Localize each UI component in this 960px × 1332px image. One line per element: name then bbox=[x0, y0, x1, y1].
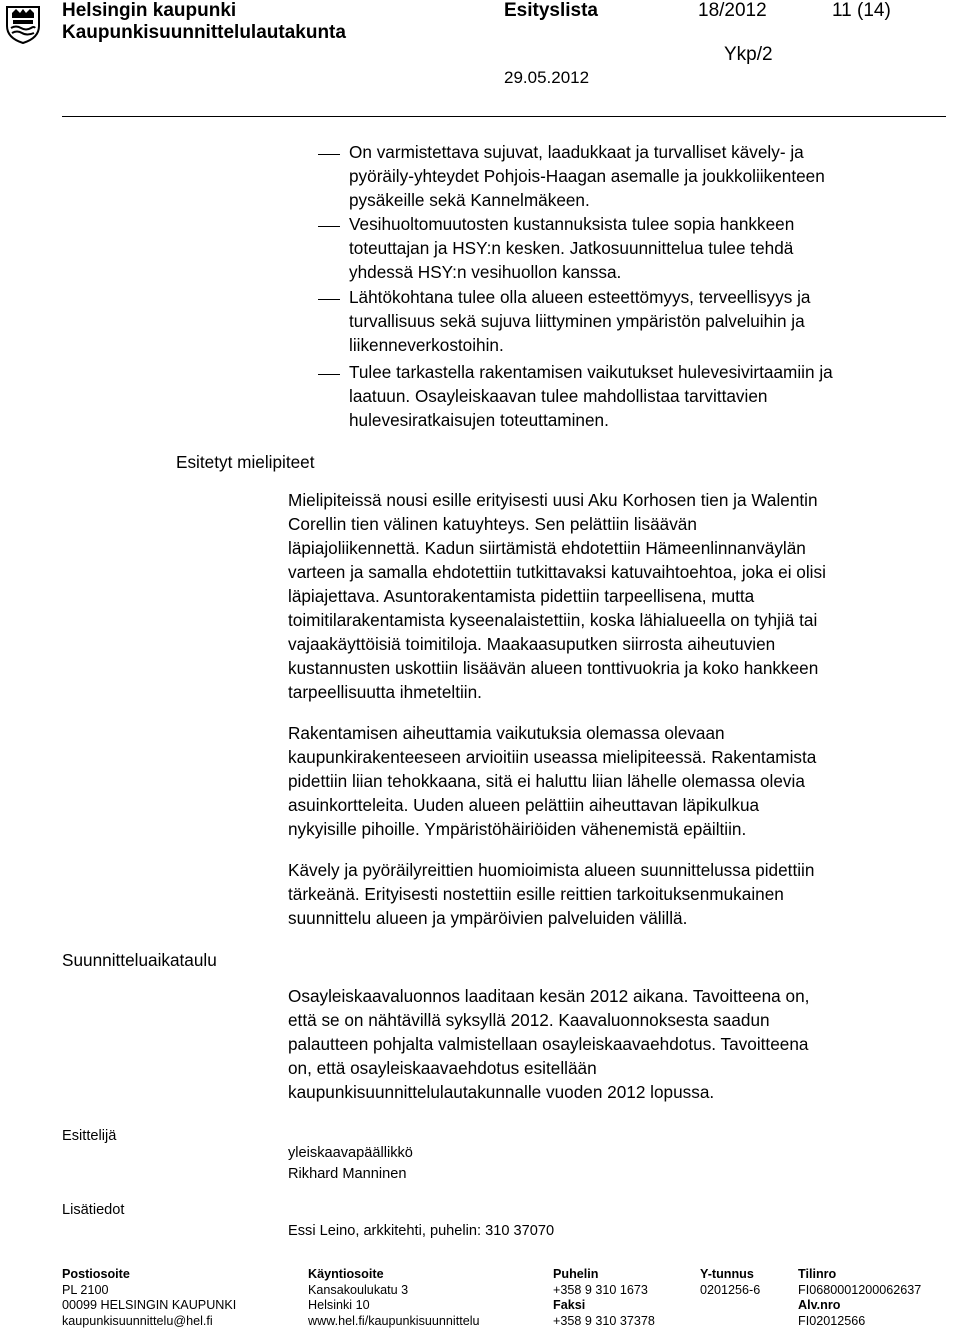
doc-number: 18/2012 bbox=[698, 0, 767, 21]
footer-header-postiosoite: Postiosoite bbox=[62, 1267, 130, 1281]
footer-alv: FI02012566 bbox=[798, 1314, 866, 1328]
footer-header-kayntiosoite: Käyntiosoite bbox=[308, 1267, 384, 1281]
footer-alv-label: Alv.nro bbox=[798, 1298, 841, 1312]
paragraph-line: tärkeänä. Erityisesti nostettiin esille reittien tarkoituksenmukainen bbox=[288, 884, 784, 904]
paragraph-line: on, että osayleiskaavaehdotus esitellään bbox=[288, 1058, 597, 1078]
paragraph-line: kaupunkirakenteeseen arvioitiin useassa mielipiteessä. Rakentamista bbox=[288, 747, 817, 767]
paragraph-line: Kävely ja pyöräilyreittien huomioimista alueen suunnittelussa pidettiin bbox=[288, 860, 815, 880]
bullet-text-line: pyöräily-yhteydet Pohjois-Haagan asemalle ja joukkoliikenteen bbox=[349, 166, 825, 186]
bullet-text-line: laatuun. Osayleiskaavan tulee mahdollistaa tarvittavien bbox=[349, 386, 768, 406]
paragraph-line: läpiajoliikennettä. Kadun siirtämistä ehdotettiin Hämeenlinnanväylän bbox=[288, 538, 806, 558]
header-divider bbox=[62, 116, 946, 117]
case-code: Ykp/2 bbox=[724, 44, 773, 65]
paragraph-line: pidettiin liian tehokkaana, sitä ei haluttu liian lähelle olemassa olevia bbox=[288, 771, 805, 791]
paragraph-line: suunnittelu alueen ja ympäröivien palveluiden välillä. bbox=[288, 908, 688, 928]
paragraph-line: Rakentamisen aiheuttamia vaikutuksia olemassa olevaan bbox=[288, 723, 725, 743]
paragraph-line: varteen ja samalla ehdotettiin tutkittavaksi katuvaihtoehtoa, joka ei olisi bbox=[288, 562, 826, 582]
footer-postal-line: 00099 HELSINGIN KAUPUNKI bbox=[62, 1298, 237, 1312]
footer-visit-line: Helsinki 10 bbox=[308, 1298, 370, 1312]
bullet-text-line: Vesihuoltomuutosten kustannuksista tulee sopia hankkeen bbox=[349, 214, 795, 234]
bullet-text-line: turvallisuus sekä sujuva liittyminen ympäristön palveluihin ja bbox=[349, 311, 805, 331]
paragraph-line: toimitilarakentamista kyseenalaistettiin, koska lähialueella on tyhjiä tai bbox=[288, 610, 818, 630]
meeting-date: 29.05.2012 bbox=[504, 68, 590, 87]
paragraph-line: vajaakäyttöisiä toimitiloja. Maakaasuputken siirrosta aiheutuvien bbox=[288, 634, 776, 654]
paragraph-line: että se on nähtävillä syksyllä 2012. Kaavaluonnoksesta saadun bbox=[288, 1010, 770, 1030]
footer-header-ytunnus: Y-tunnus bbox=[700, 1267, 754, 1281]
bullet-text-line: On varmistettava sujuvat, laadukkaat ja turvalliset kävely- ja bbox=[349, 142, 804, 162]
bullet-dash bbox=[318, 299, 340, 300]
side-label-esitetyt: Esitetyt mielipiteet bbox=[176, 452, 315, 472]
paragraph-line: tarpeellisuutta ihmeteltiin. bbox=[288, 682, 482, 702]
board-name: Kaupunkisuunnittelulautakunta bbox=[62, 22, 346, 43]
paragraph-line: palautteen pohjalta valmistellaan osayleiskaavaehdotus. Tavoitteena bbox=[288, 1034, 809, 1054]
paragraph-line: nykyisille pihoille. Ympäristöhäiriöiden vähenemistä epäiltiin. bbox=[288, 819, 747, 839]
footer-ytunnus: 0201256-6 bbox=[700, 1283, 761, 1297]
paragraph-line: kustannusten uskottiin lisäävän alueen tonttivuokria ja koko hankkeen bbox=[288, 658, 819, 678]
paragraph-line: läpiajettava. Asuntorakentamista pidettiin tarpeellisena, mutta bbox=[288, 586, 755, 606]
footer-tilinro: FI0680001200062637 bbox=[798, 1283, 922, 1297]
footer-header-puhelin: Puhelin bbox=[553, 1267, 599, 1281]
bullet-dash bbox=[318, 226, 340, 227]
org-name: Helsingin kaupunki bbox=[62, 0, 237, 21]
contact-info: Essi Leino, arkkitehti, puhelin: 310 37070 bbox=[288, 1223, 555, 1239]
side-label-lisatiedot: Lisätiedot bbox=[62, 1202, 125, 1218]
bullet-text-line: yhdessä HSY:n vesihuollon kanssa. bbox=[349, 262, 622, 282]
bullet-text-line: hulevesiratkaisujen toteuttaminen. bbox=[349, 410, 609, 430]
bullet-text-line: Lähtökohtana tulee olla alueen esteettömyys, terveellisyys ja bbox=[349, 287, 811, 307]
paragraph-line: kaupunkisuunnittelulautakunnalle vuoden 2012 lopussa. bbox=[288, 1082, 715, 1102]
presenter-name: Rikhard Manninen bbox=[288, 1166, 407, 1182]
footer-header-tilinro: Tilinro bbox=[798, 1267, 837, 1281]
paragraph-line: asuinkortteleita. Uuden alueen pelättiin aiheuttavan läpikulkua bbox=[288, 795, 760, 815]
paragraph-line: Osayleiskaavaluonnos laaditaan kesän 2012 aikana. Tavoitteena on, bbox=[288, 986, 810, 1006]
helsinki-crest-logo bbox=[4, 4, 42, 44]
footer-visit-line: Kansakoulukatu 3 bbox=[308, 1283, 409, 1297]
footer-faksi-label: Faksi bbox=[553, 1298, 586, 1312]
footer-faksi: +358 9 310 37378 bbox=[553, 1314, 655, 1328]
side-label-aikataulu: Suunnitteluaikataulu bbox=[62, 950, 217, 970]
footer-phone: +358 9 310 1673 bbox=[553, 1283, 648, 1297]
footer-email-link[interactable]: kaupunkisuunnittelu@hel.fi bbox=[62, 1314, 213, 1328]
bullet-dash bbox=[318, 374, 340, 375]
side-label-esittelija: Esittelijä bbox=[62, 1128, 117, 1144]
paragraph-line: Mielipiteissä nousi esille erityisesti uusi Aku Korhosen tien ja Walentin bbox=[288, 490, 818, 510]
bullet-text-line: Tulee tarkastella rakentamisen vaikutukset hulevesivirtaamiin ja bbox=[349, 362, 833, 382]
footer-postal-line: PL 2100 bbox=[62, 1283, 109, 1297]
presenter-title: yleiskaavapäällikkö bbox=[288, 1145, 413, 1161]
bullet-text-line: toteuttajan ja HSY:n kesken. Jatkosuunnittelua tulee tehdä bbox=[349, 238, 794, 258]
bullet-text-line: liikenneverkostoihin. bbox=[349, 335, 504, 355]
footer-website-link[interactable]: www.hel.fi/kaupunkisuunnittelu bbox=[308, 1314, 480, 1328]
page-number: 11 (14) bbox=[832, 0, 891, 21]
bullet-dash bbox=[318, 154, 340, 155]
bullet-text-line: pysäkeille sekä Kannelmäkeen. bbox=[349, 190, 590, 210]
doc-type: Esityslista bbox=[504, 0, 598, 21]
paragraph-line: Corellin tien välinen katuyhteys. Sen pelättiin lisäävän bbox=[288, 514, 697, 534]
